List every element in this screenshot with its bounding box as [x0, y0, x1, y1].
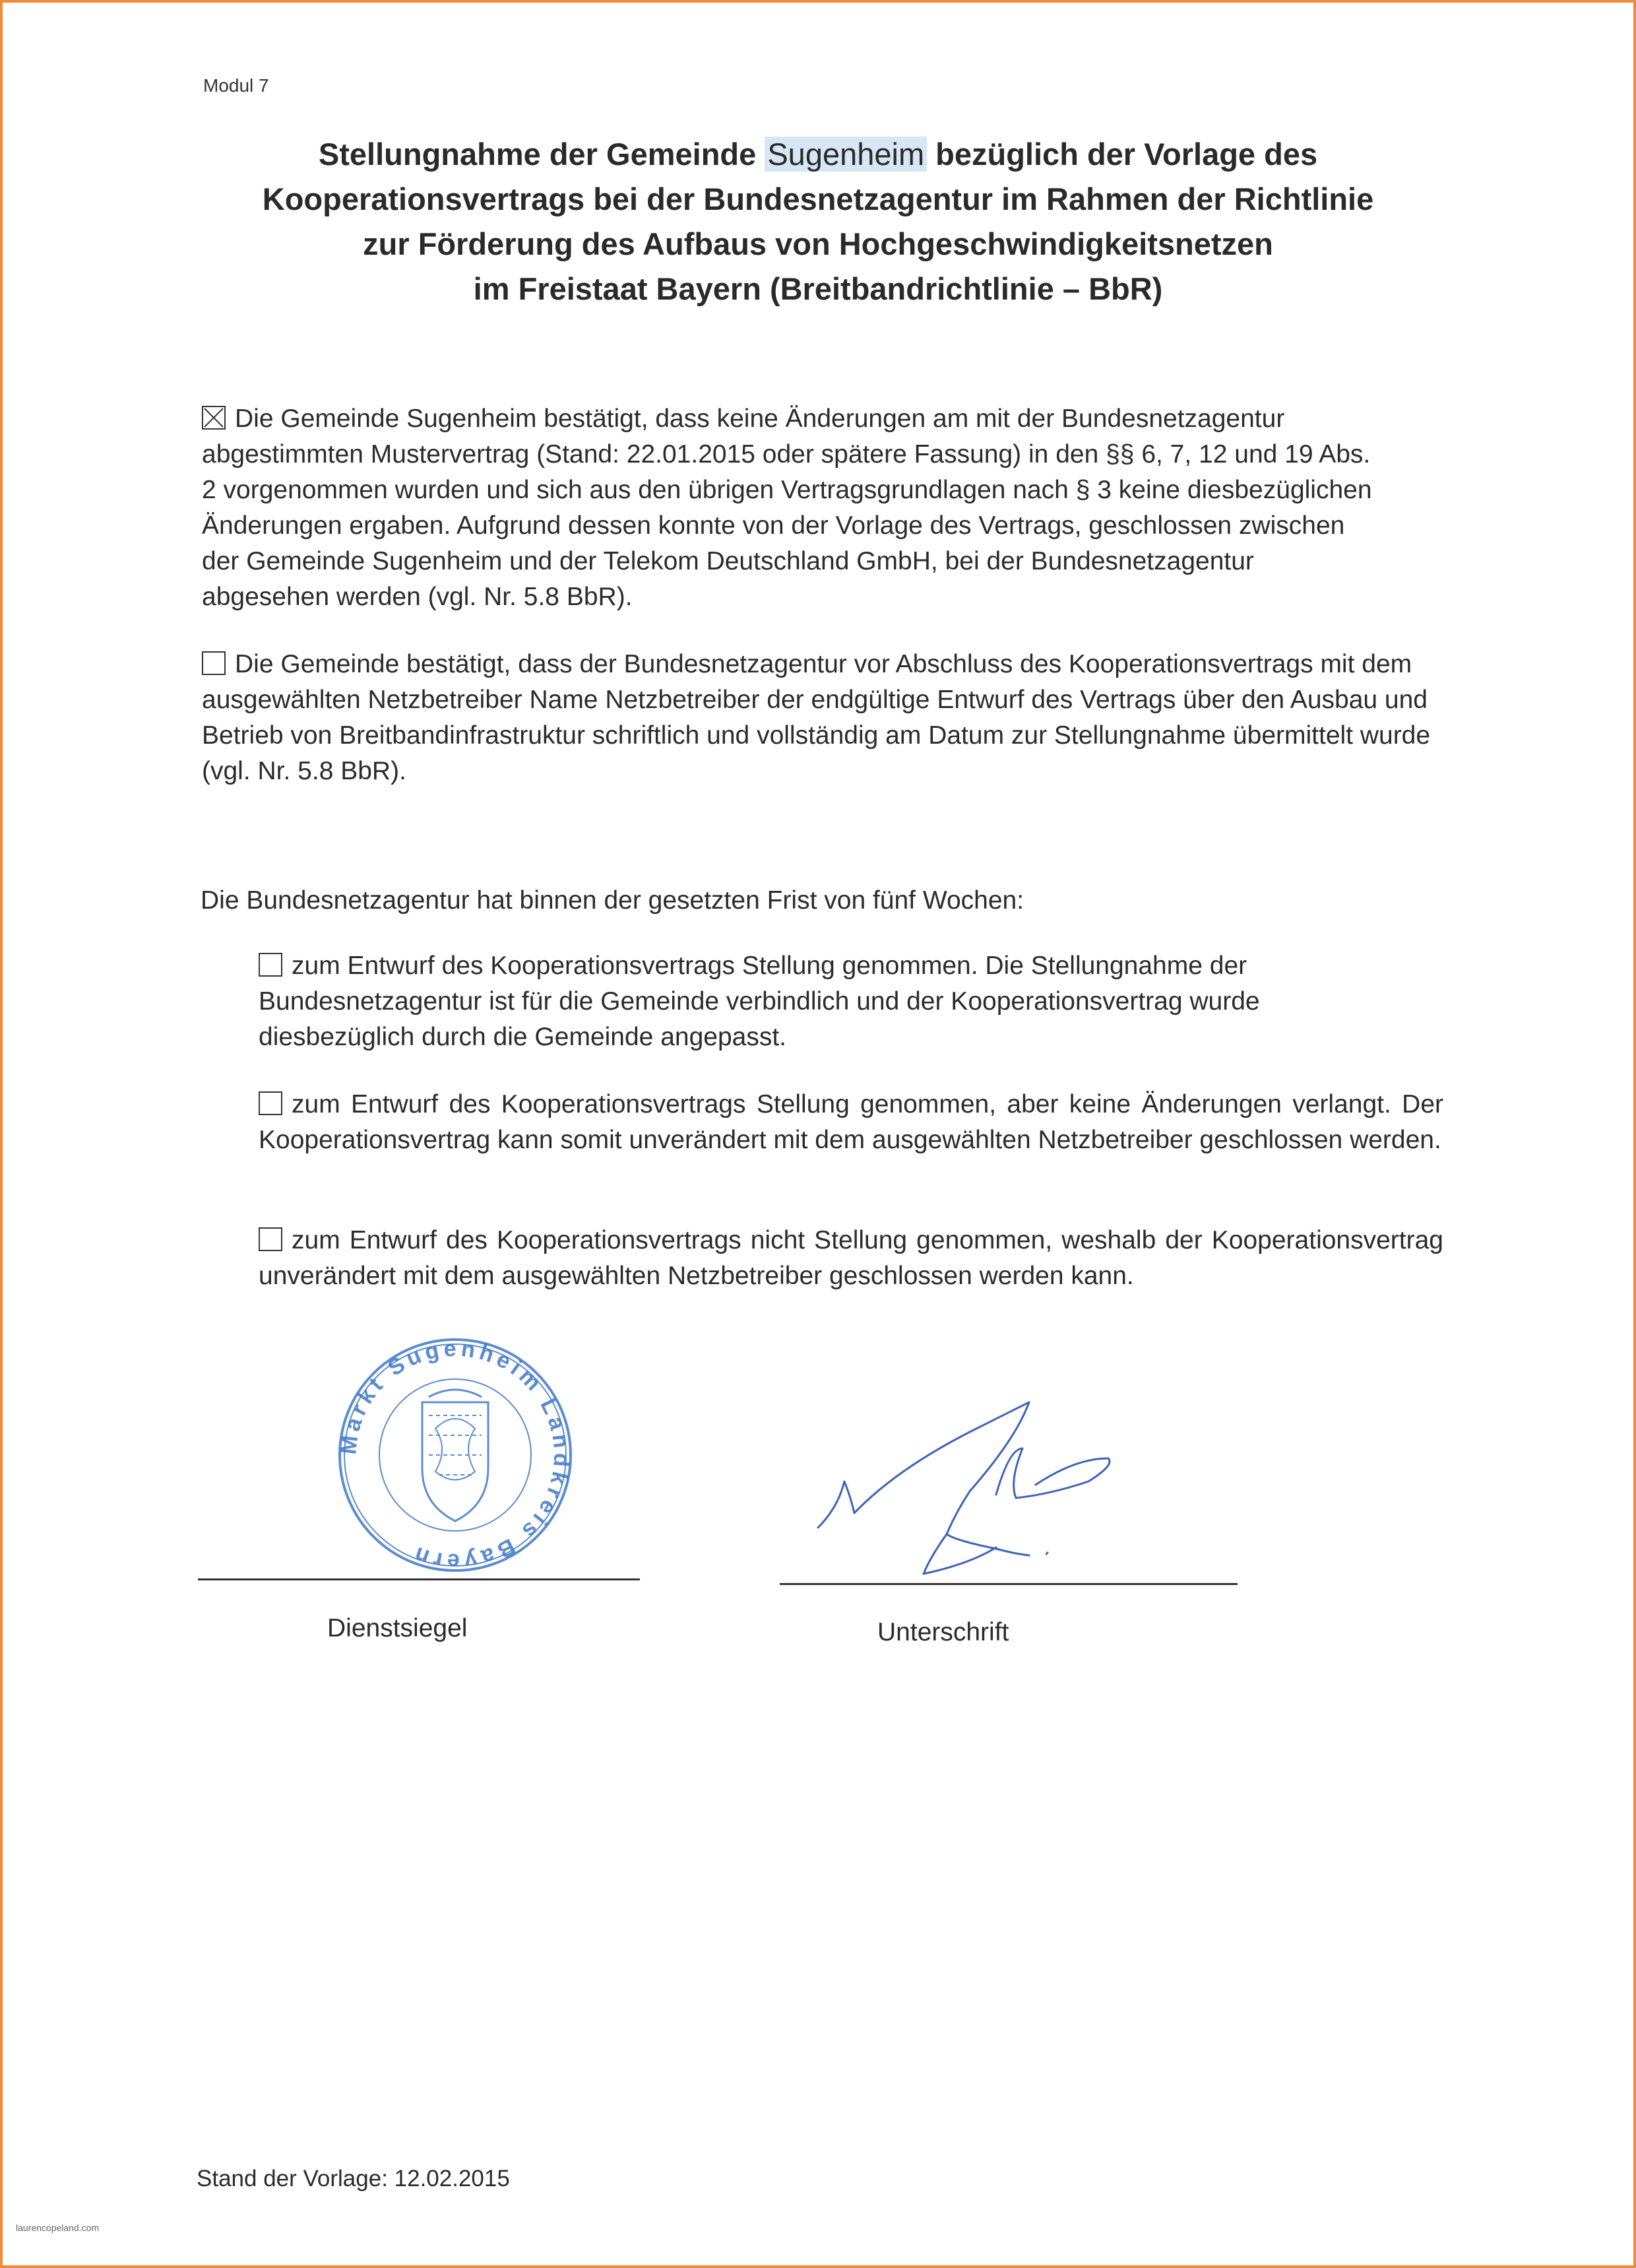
seal-label: Dienstsiegel [327, 1614, 468, 1642]
option-2 [202, 647, 1442, 789]
title-line-3: zur Förderung des Aufbaus von Hochgeschwindigkeitsnetzen [363, 226, 1273, 261]
title-line-1: Stellungnahme der Gemeinde Sugenheim bezüglich der Vorlage des [318, 137, 1318, 172]
option-1 [202, 401, 1376, 615]
sub-option-3-text: zum Entwurf des Kooperationsvertrags nicht Stellung genommen, weshalb der Kooperationsvertrag unverändert mit dem ausgewählten Netzbetreiber geschlossen werden kann. [259, 1226, 1443, 1290]
official-seal [330, 1330, 581, 1580]
sub-option-1-text: zum Entwurf des Kooperationsvertrags Stellung genommen. Die Stellungnahme der Bundesnetzagentur ist für die Gemeinde verbindlich und der Kooperationsvertrag wurde diesbezüglich durch die Gemeinde angepasst. [259, 952, 1260, 1051]
sub-option-3 [259, 1223, 1443, 1294]
option-1-checkbox[interactable] [202, 406, 226, 430]
option-2-text: Die Gemeinde bestätigt, dass der Bundesnetzagentur vor Abschluss des Kooperationsvertrags mit dem ausgewählten Netzbetreiber Name Netzbetreiber der endgültige Entwurf des Vertrags über den Ausbau und Betrieb von Breitbandinfrastruktur schriftlich und vollständig am Datum zur Stellungnahme übermittelt wurde (vgl. Nr. 5.8 BbR). [202, 650, 1431, 785]
agency-intro: Die Bundesnetzagentur hat binnen der gesetzten Frist von fünf Wochen: [201, 886, 1024, 915]
watermark: laurencopeland.com [16, 2222, 100, 2233]
seal-line [198, 1578, 640, 1580]
sub-option-1 [259, 948, 1380, 1055]
sub-option-2-checkbox[interactable] [259, 1091, 282, 1115]
sub-option-2-text: zum Entwurf des Kooperationsvertrags Stellung genommen, aber keine Änderungen verlangt. Der Kooperationsvertrag kann somit unverändert mit dem ausgewählten Netzbetreiber geschlossen werden. [259, 1090, 1443, 1154]
sub-option-3-checkbox[interactable] [259, 1227, 282, 1251]
title-line-2: Kooperationsvertrags bei der Bundesnetzagentur im Rahmen der Richtlinie [262, 181, 1374, 216]
template-date: Stand der Vorlage: 12.02.2015 [197, 2166, 510, 2191]
option-2-checkbox[interactable] [202, 651, 226, 675]
option-1-text: Die Gemeinde Sugenheim bestätigt, dass keine Änderungen am mit der Bundesnetzagentur abgestimmten Mustervertrag (Stand: 22.01.2015 oder spätere Fassung) in den §§ 6, 7, 12 und 19 Abs. 2 vorgenommen wurden und sich aus den übrigen Vertragsgrundlagen nach § 3 keine diesbezüglichen Änderungen ergaben. Aufgrund dessen konnte von der Vorlage des Vertrags, geschlossen zwischen der Gemeinde Sugenheim und der Telekom Deutschland GmbH, bei der Bundesnetzagentur abgesehen werden (vgl. Nr. 5.8 BbR). [202, 405, 1372, 611]
highlighted-municipality: Sugenheim [765, 137, 927, 172]
sub-option-2 [259, 1087, 1443, 1158]
handwritten-signature [798, 1376, 1168, 1580]
title-line-4: im Freistaat Bayern (Breitbandrichtlinie – BbR) [473, 271, 1163, 306]
svg-text:Markt Sugenheim Landkreis Baye [336, 1336, 574, 1574]
document-title [132, 132, 1504, 311]
sub-option-1-checkbox[interactable] [259, 953, 282, 977]
signature-label: Unterschrift [877, 1618, 1009, 1646]
seal-ring-text: Markt Sugenheim Landkreis Bayern [336, 1336, 575, 1574]
module-label: Modul 7 [203, 75, 269, 96]
signature-line [780, 1583, 1238, 1585]
